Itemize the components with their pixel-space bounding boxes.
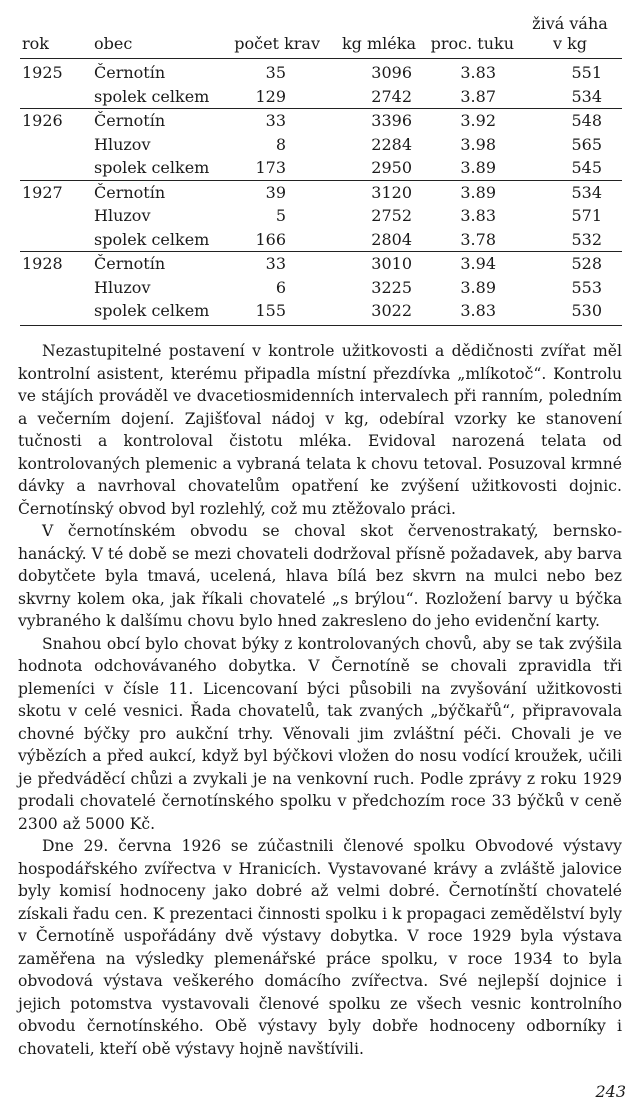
header-proc-tuku: proc. tuku — [430, 34, 514, 53]
cell-obec: Černotín — [94, 182, 166, 202]
paragraph: Nezastupitelné postavení v kontrole užitkovosti a dědičnosti zvířat měl kontrolní asistent, kterému připadla místní přezdívka „mlíkotoč“. Kontrolu ve stájích prováděl ve dvacetiosmidenních intervalech při ranním, poledním a večerním dojení. Zajišťoval nádoj v kg, odebíral vzorky ke stanovení tučnosti a kontroloval čistotu mléka. Evidoval narozená telata od kontrolovaných plemenic a vybraná telata k chovu tetoval. Posuzoval krmné dávky a navrhoval chovatelům opatření ke zvýšení užitkovosti dojnic. Černotínský obvod byl rozlehlý, což mu ztěžovalo práci. — [18, 342, 622, 518]
cell-obec: Hluzov — [94, 134, 151, 154]
cell-proc-tuku: 3.98 — [460, 134, 496, 154]
paragraph: Snahou obcí bylo chovat býky z kontrolovaných chovů, aby se tak zvýšila hodnota odchovávaného dobytka. V Černotíně se chovali zpravidla tři plemeníci v čísle 11. Licencovaní býci působili na zvyšování užitkovosti skotu v celé vesnici. Řada chovatelů, tak zvaných „býčkařů“, připravovala chovné býčky pro aukční trhy. Věnovali jim zvláštní péči. Chovali je ve výbězích a před aukcí, když byl býčkovi vložen do nosu vodící kroužek, učili je předváděcí chůzi a zvykali je na venkovní ruch. Podle zprávy z roku 1929 prodali chovatelé černotínského spolku v předchozím roce 33 býčků v ceně 2300 až 5000 Kč. — [18, 634, 622, 833]
cell-pocet-krav: 35 — [265, 63, 286, 82]
paragraph: Dne 29. června 1926 se zúčastnili členové spolku Obvodové výstavy hospodářského zvířectva v Hranicích. Vystavované krávy a zvláště jalovice byly komisí hodnoceny jako dobré až velmi dobré. Černotínští chovatelé získali řadu cen. K prezentaci činnosti spolku i k propagaci zemědělství byly v Černotíně uspořádány dvě výstavy dobytka. V roce 1929 byla výstava zaměřena na výsledky plemenářské práce spolku, v roce 1934 to byla obvodová výstava veškerého domácího zvířectva. Své nejlepší dojnice i jejich potomstva vystavovali členové spolku ze všech vesnic kontrolního obvodu černotínského. Obě výstavy byly dobře hodnoceny odborníky i chovateli, kteří obě výstavy hojně navštívili. — [18, 837, 622, 1058]
cell-ziva-vaha: 545 — [571, 158, 602, 177]
cell-obec: spolek celkem — [94, 301, 210, 320]
cell-kg-mleka: 3096 — [371, 63, 412, 82]
year-group — [20, 251, 622, 323]
cell-proc-tuku: 3.83 — [460, 63, 496, 82]
cell-proc-tuku: 3.87 — [460, 86, 496, 106]
paragraph: V černotínském obvodu se choval skot červenostrakatý, bernsko-hanácký. V té době se mezi chovateli dodržoval přísně požadavek, aby barva dobytčete byla tmavá, ucelená, hlava bílá bez skvrn na mulci nebo bez skvrny kolem oka, jak říkali chovatelé „s brýlou“. Rozložení barvy u býčka vybraného k dalšímu chovu bylo hned zakresleno do jeho evidenční karty. — [18, 522, 622, 630]
table-row — [20, 61, 622, 85]
cell-ziva-vaha: 553 — [571, 277, 602, 297]
cell-obec: Hluzov — [94, 277, 151, 297]
header-kg-mleka: kg mléka — [341, 34, 416, 53]
table-row — [20, 228, 622, 252]
cell-kg-mleka: 3120 — [371, 182, 412, 202]
cell-kg-mleka: 2752 — [371, 206, 412, 225]
cell-proc-tuku: 3.83 — [460, 206, 496, 225]
cell-kg-mleka: 2742 — [371, 86, 412, 106]
year-group — [20, 180, 622, 252]
cell-ziva-vaha: 530 — [571, 301, 602, 320]
cell-pocet-krav: 173 — [255, 158, 286, 177]
cell-pocet-krav: 39 — [265, 182, 286, 202]
cell-year: 1928 — [22, 254, 63, 273]
cell-year: 1925 — [22, 63, 63, 82]
cell-ziva-vaha: 534 — [571, 86, 602, 106]
table-row — [20, 299, 622, 323]
cell-kg-mleka: 3022 — [371, 301, 412, 320]
cell-pocet-krav: 155 — [255, 301, 286, 320]
header-rok: rok — [22, 34, 49, 53]
cell-proc-tuku: 3.92 — [460, 111, 496, 130]
table-bottom-rule — [20, 325, 622, 326]
table-row — [20, 252, 622, 276]
cell-proc-tuku: 3.78 — [460, 229, 496, 249]
cell-ziva-vaha: 551 — [571, 63, 602, 82]
cell-obec: Hluzov — [94, 206, 151, 225]
cell-obec: spolek celkem — [94, 158, 210, 177]
cell-obec: Černotín — [94, 111, 166, 130]
cell-proc-tuku: 3.94 — [460, 254, 496, 273]
cell-kg-mleka: 3225 — [371, 277, 412, 297]
year-group — [20, 61, 622, 108]
cell-kg-mleka: 2950 — [371, 158, 412, 177]
cell-year: 1926 — [22, 111, 63, 130]
cell-pocet-krav: 166 — [255, 229, 286, 249]
header-obec: obec — [94, 34, 133, 53]
cell-ziva-vaha: 548 — [571, 111, 602, 130]
cell-pocet-krav: 6 — [275, 277, 286, 297]
table-header — [20, 8, 622, 59]
cell-ziva-vaha: 571 — [571, 206, 602, 225]
year-group — [20, 108, 622, 180]
header-pocet-krav: počet krav — [234, 34, 320, 53]
cell-kg-mleka: 3010 — [371, 254, 412, 273]
header-ziva-vaha: živá váha — [532, 14, 608, 33]
cell-pocet-krav: 33 — [265, 111, 286, 130]
cell-proc-tuku: 3.89 — [460, 158, 496, 177]
table-row — [20, 109, 622, 133]
cell-obec: Černotín — [94, 63, 166, 82]
table-row — [20, 276, 622, 300]
cell-kg-mleka: 3396 — [371, 111, 412, 130]
header-v-kg: v kg — [552, 34, 588, 53]
cell-kg-mleka: 2804 — [371, 229, 412, 249]
cell-obec: Černotín — [94, 254, 166, 273]
cell-proc-tuku: 3.89 — [460, 182, 496, 202]
cell-proc-tuku: 3.89 — [460, 277, 496, 297]
cell-ziva-vaha: 565 — [571, 134, 602, 154]
cell-kg-mleka: 2284 — [371, 134, 412, 154]
table-row — [20, 133, 622, 157]
cell-ziva-vaha: 528 — [571, 254, 602, 273]
cell-pocet-krav: 33 — [265, 254, 286, 273]
table-row — [20, 156, 622, 180]
cell-obec: spolek celkem — [94, 229, 210, 249]
table-body — [20, 59, 622, 323]
table-row — [20, 85, 622, 109]
cell-pocet-krav: 8 — [275, 134, 286, 154]
milk-yield-table — [20, 8, 622, 326]
cell-pocet-krav: 5 — [275, 206, 286, 225]
cell-pocet-krav: 129 — [255, 86, 286, 106]
table-row — [20, 181, 622, 205]
body-text — [18, 340, 622, 1060]
table-row — [20, 204, 622, 228]
cell-ziva-vaha: 534 — [571, 182, 602, 202]
cell-year: 1927 — [22, 182, 63, 202]
page-number: 243 — [595, 1082, 626, 1101]
cell-ziva-vaha: 532 — [571, 229, 602, 249]
cell-proc-tuku: 3.83 — [460, 301, 496, 320]
cell-obec: spolek celkem — [94, 86, 210, 106]
